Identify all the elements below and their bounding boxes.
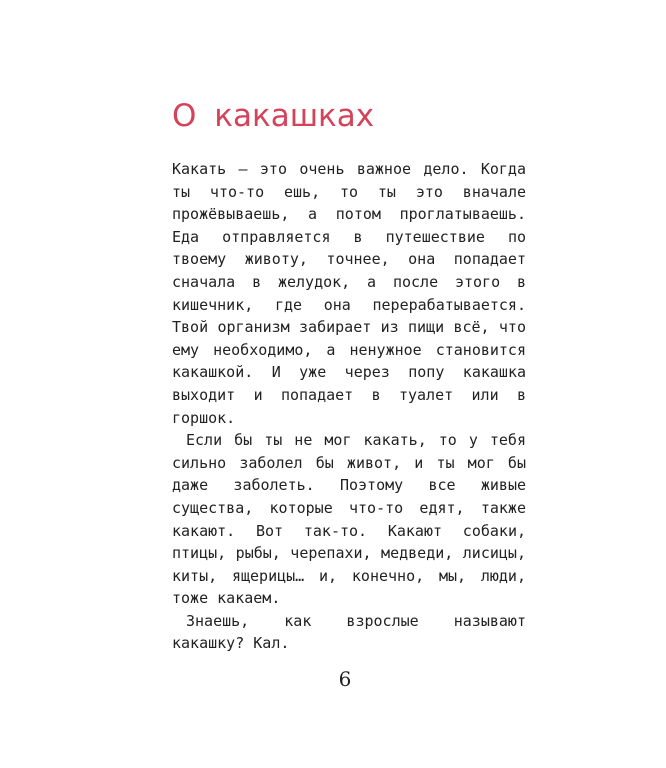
chapter-body [172, 158, 526, 655]
paragraph-1: Какать — это очень важное дело. Когда ты что-то ешь, то ты это вначале прожёвываешь, а потом проглатываешь. Еда отправляется в путешествие по твоему животу, точнее, она попадает сначала в желудок, а после этого в кишечник, где она перерабатывается. Твой организм забирает из пищи всё, что ему необходимо, а ненужное становится какашкой. И уже через попу какашка выходит и попадает в туалет или в горшок. [172, 160, 526, 427]
paragraph-3: Знаешь, как взрослые называют какашку? Кал. [172, 611, 526, 653]
paragraph-2: Если бы ты не мог какать, то у тебя сильно заболел бы живот, и ты мог бы даже заболеть. Поэтому все живые существа, которые что-то едят, также какают. Вот так-то. Какают собаки, птицы, рыбы, черепахи, медведи, лисицы, киты, ящерицы… и, конечно, мы, люди, тоже какаем. [172, 431, 526, 608]
chapter-title: О какашках [172, 98, 375, 134]
page-number: 6 [338, 667, 352, 691]
